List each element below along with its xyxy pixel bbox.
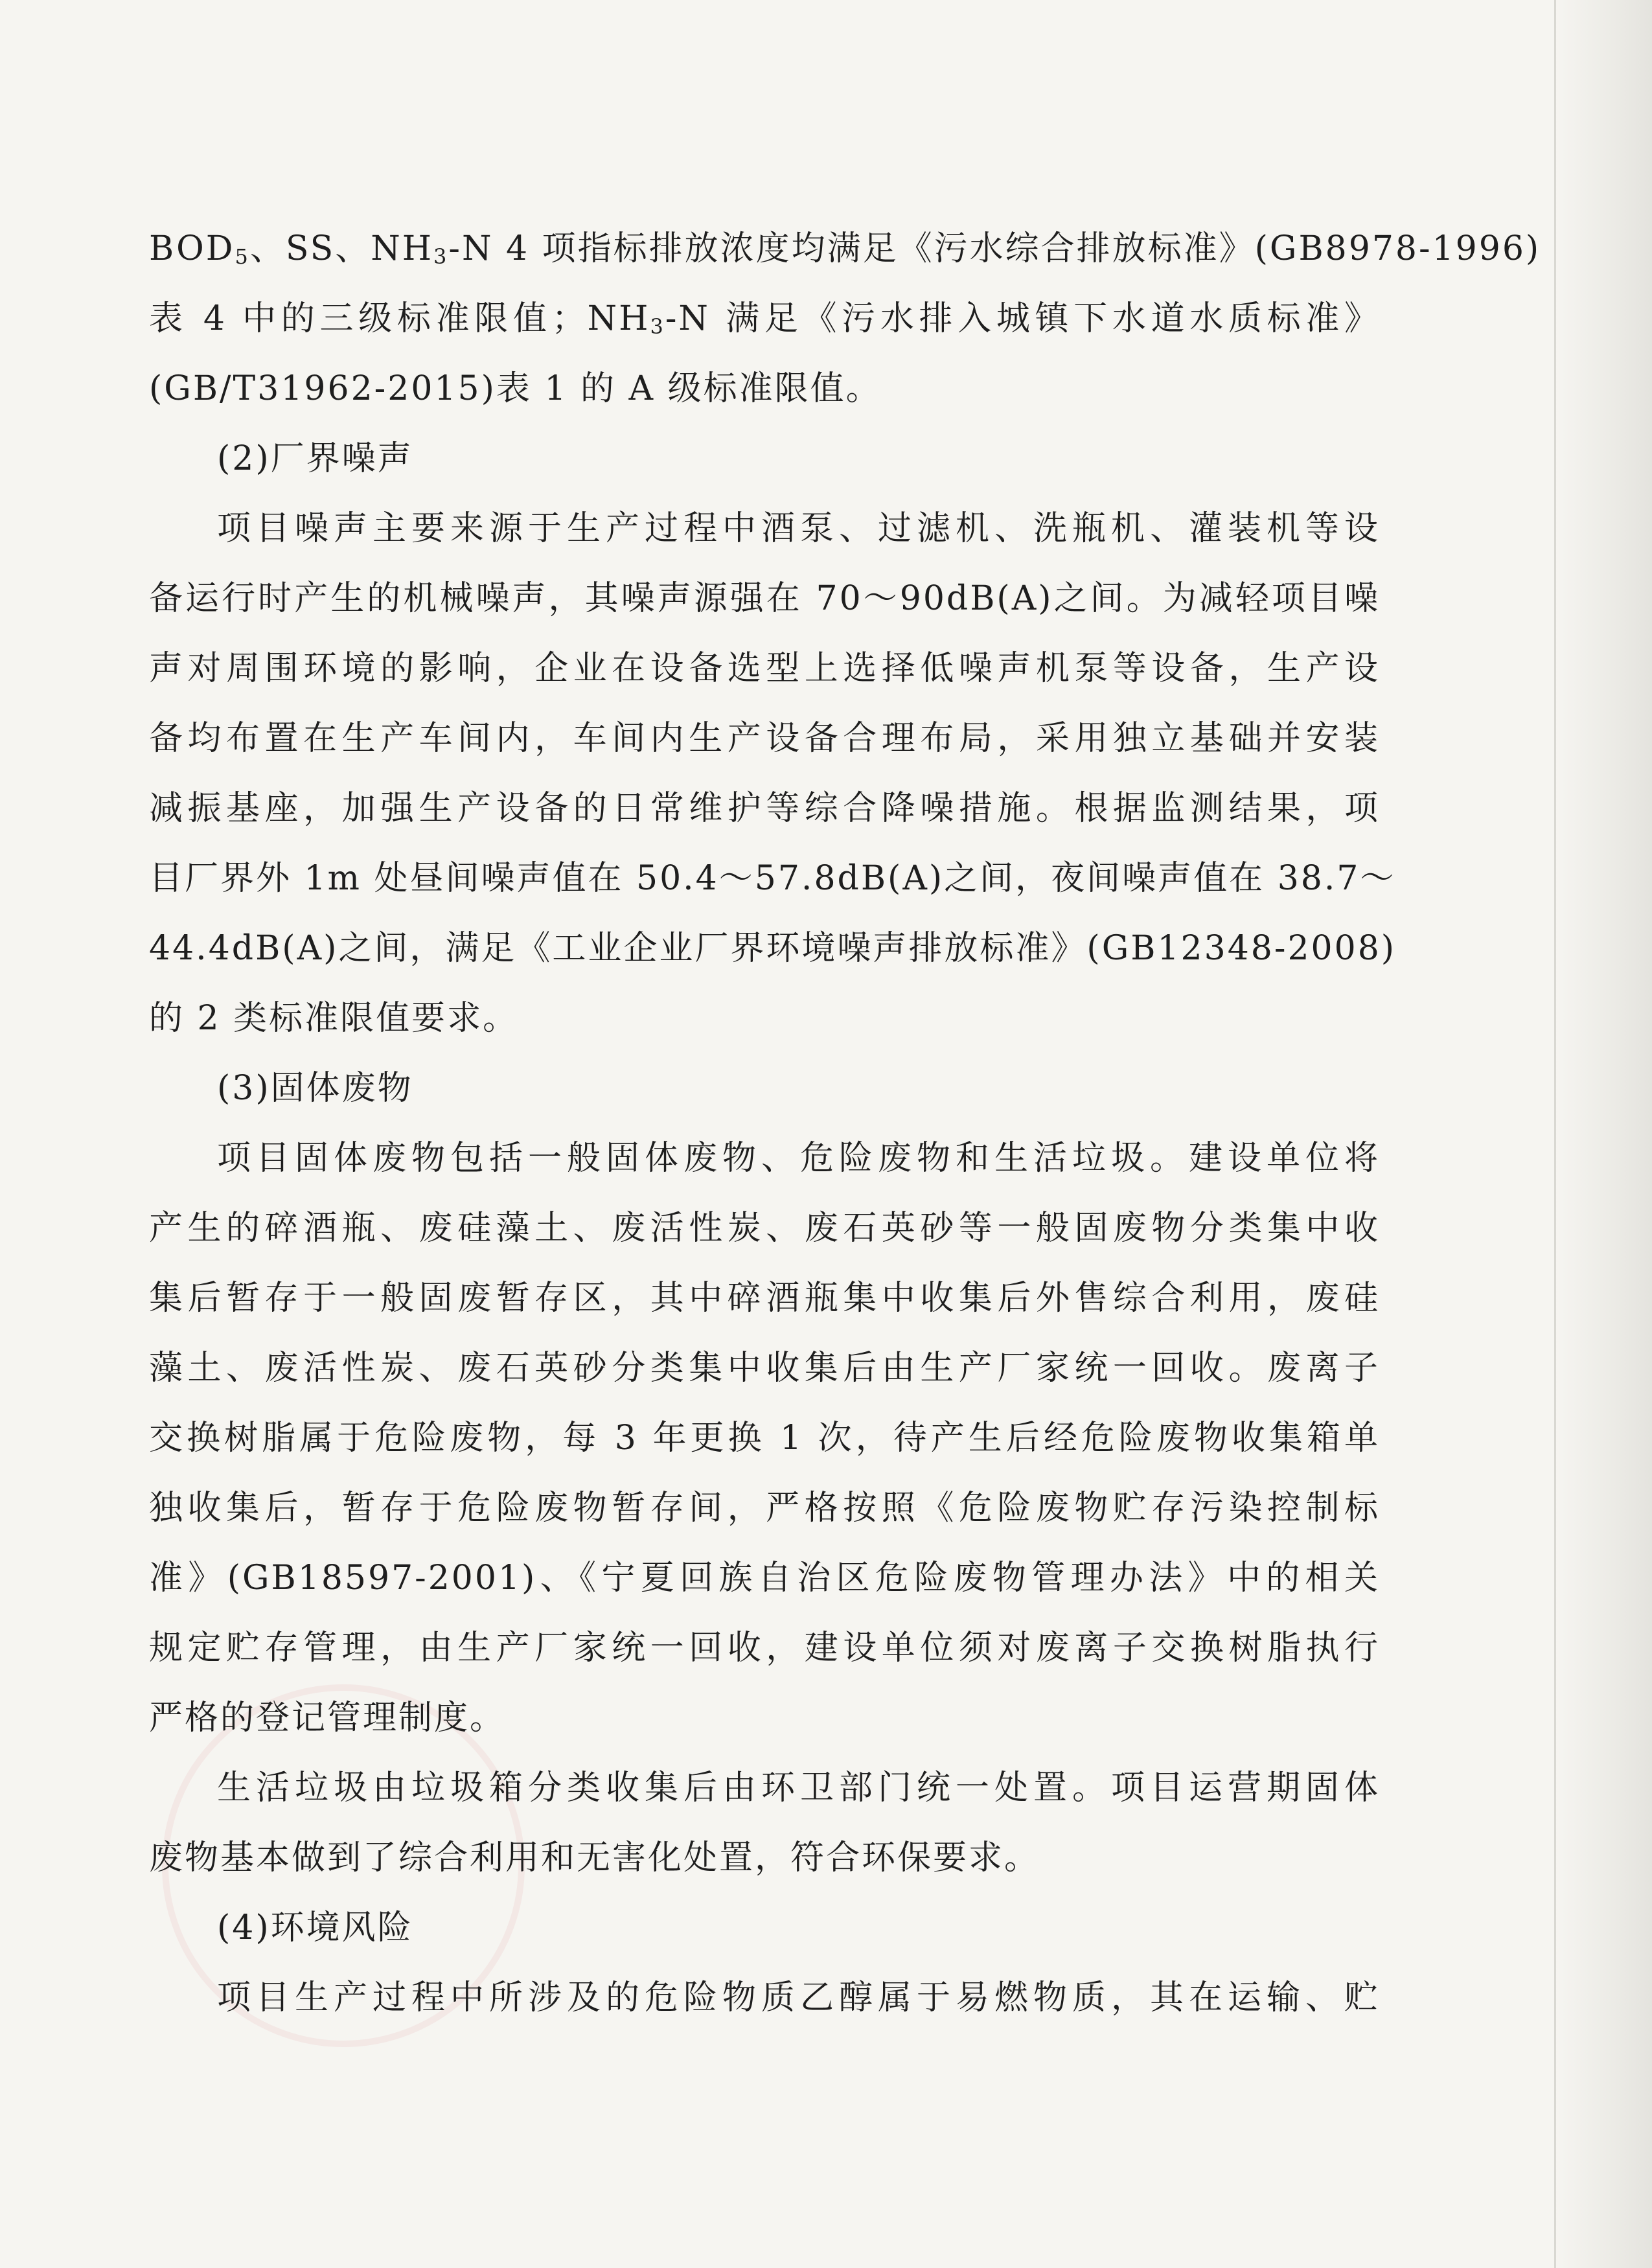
noise-line: 备均布置在生产车间内，车间内生产设备合理布局，采用独立基础并安装 (149, 719, 1380, 758)
intro-text: 表 4 中的三级标准限值；NH (149, 299, 650, 338)
solid-waste-line: 藻土、废活性炭、废石英砂分类集中收集后由生产厂家统一回收。废离子 (149, 1349, 1380, 1388)
intro-text: -N 4 项指标排放浓度均满足《污水综合排放标准》(GB8978-1996) (448, 229, 1541, 268)
noise-line: 声对周围环境的影响，企业在设备选型上选择低噪声机泵等设备，生产设 (149, 649, 1380, 688)
page-right-edge (1555, 0, 1652, 2268)
noise-line: 项目噪声主要来源于生产过程中酒泵、过滤机、洗瓶机、灌装机等设 (217, 509, 1380, 548)
risk-heading: (4)环境风险 (217, 1908, 413, 1947)
solid-waste-line: 交换树脂属于危险废物，每 3 年更换 1 次，待产生后经危险废物收集箱单 (149, 1419, 1380, 1458)
noise-line: 目厂界外 1m 处昼间噪声值在 50.4～57.8dB(A)之间，夜间噪声值在 38.7～ (149, 859, 1396, 898)
noise-line: 备运行时产生的机械噪声，其噪声源强在 70～90dB(A)之间。为减轻项目噪 (149, 579, 1380, 618)
domestic-waste-line: 废物基本做到了综合利用和无害化处置，符合环保要求。 (149, 1838, 1040, 1877)
solid-waste-line: 规定贮存管理，由生产厂家统一回收，建设单位须对废离子交换树脂执行 (149, 1629, 1380, 1667)
noise-line: 减振基座，加强生产设备的日常维护等综合降噪措施。根据监测结果，项 (149, 789, 1380, 828)
solid-waste-line: 严格的登记管理制度。 (149, 1699, 506, 1737)
solid-waste-line: 独收集后，暂存于危险废物暂存间，严格按照《危险废物贮存污染控制标 (149, 1489, 1380, 1528)
intro-line-2 (149, 284, 1380, 354)
intro-text: 、SS、NH (249, 229, 434, 268)
intro-text: BOD (149, 229, 235, 268)
subscript: 3 (433, 244, 449, 269)
intro-text: -N 满足《污水排入城镇下水道水质标准》 (665, 299, 1380, 338)
risk-line: 项目生产过程中所涉及的危险物质乙醇属于易燃物质，其在运输、贮 (217, 1978, 1380, 2017)
solid-waste-line: 集后暂存于一般固废暂存区，其中碎酒瓶集中收集后外售综合利用，废硅 (149, 1279, 1380, 1318)
noise-line: 44.4dB(A)之间，满足《工业企业厂界环境噪声排放标准》(GB12348-2008) (149, 929, 1397, 968)
solid-waste-line: 项目固体废物包括一般固体废物、危险废物和生活垃圾。建设单位将 (217, 1139, 1380, 1178)
solid-waste-line: 准》(GB18597-2001)、《宁夏回族自治区危险废物管理办法》中的相关 (149, 1559, 1380, 1598)
intro-line-3: (GB/T31962-2015)表 1 的 A 级标准限值。 (149, 369, 882, 408)
noise-heading: (2)厂界噪声 (217, 439, 413, 478)
intro-line-1 (149, 214, 1541, 284)
subscript: 5 (235, 244, 250, 269)
page-fold-line (1554, 0, 1556, 2268)
domestic-waste-line: 生活垃圾由垃圾箱分类收集后由环卫部门统一处置。项目运营期固体 (217, 1769, 1380, 1807)
solid-waste-line: 产生的碎酒瓶、废硅藻土、废活性炭、废石英砂等一般固废物分类集中收 (149, 1209, 1380, 1248)
subscript: 3 (650, 314, 665, 339)
noise-line: 的 2 类标准限值要求。 (149, 999, 519, 1038)
solid-waste-heading: (3)固体废物 (217, 1069, 413, 1108)
document-body (149, 214, 1541, 2033)
